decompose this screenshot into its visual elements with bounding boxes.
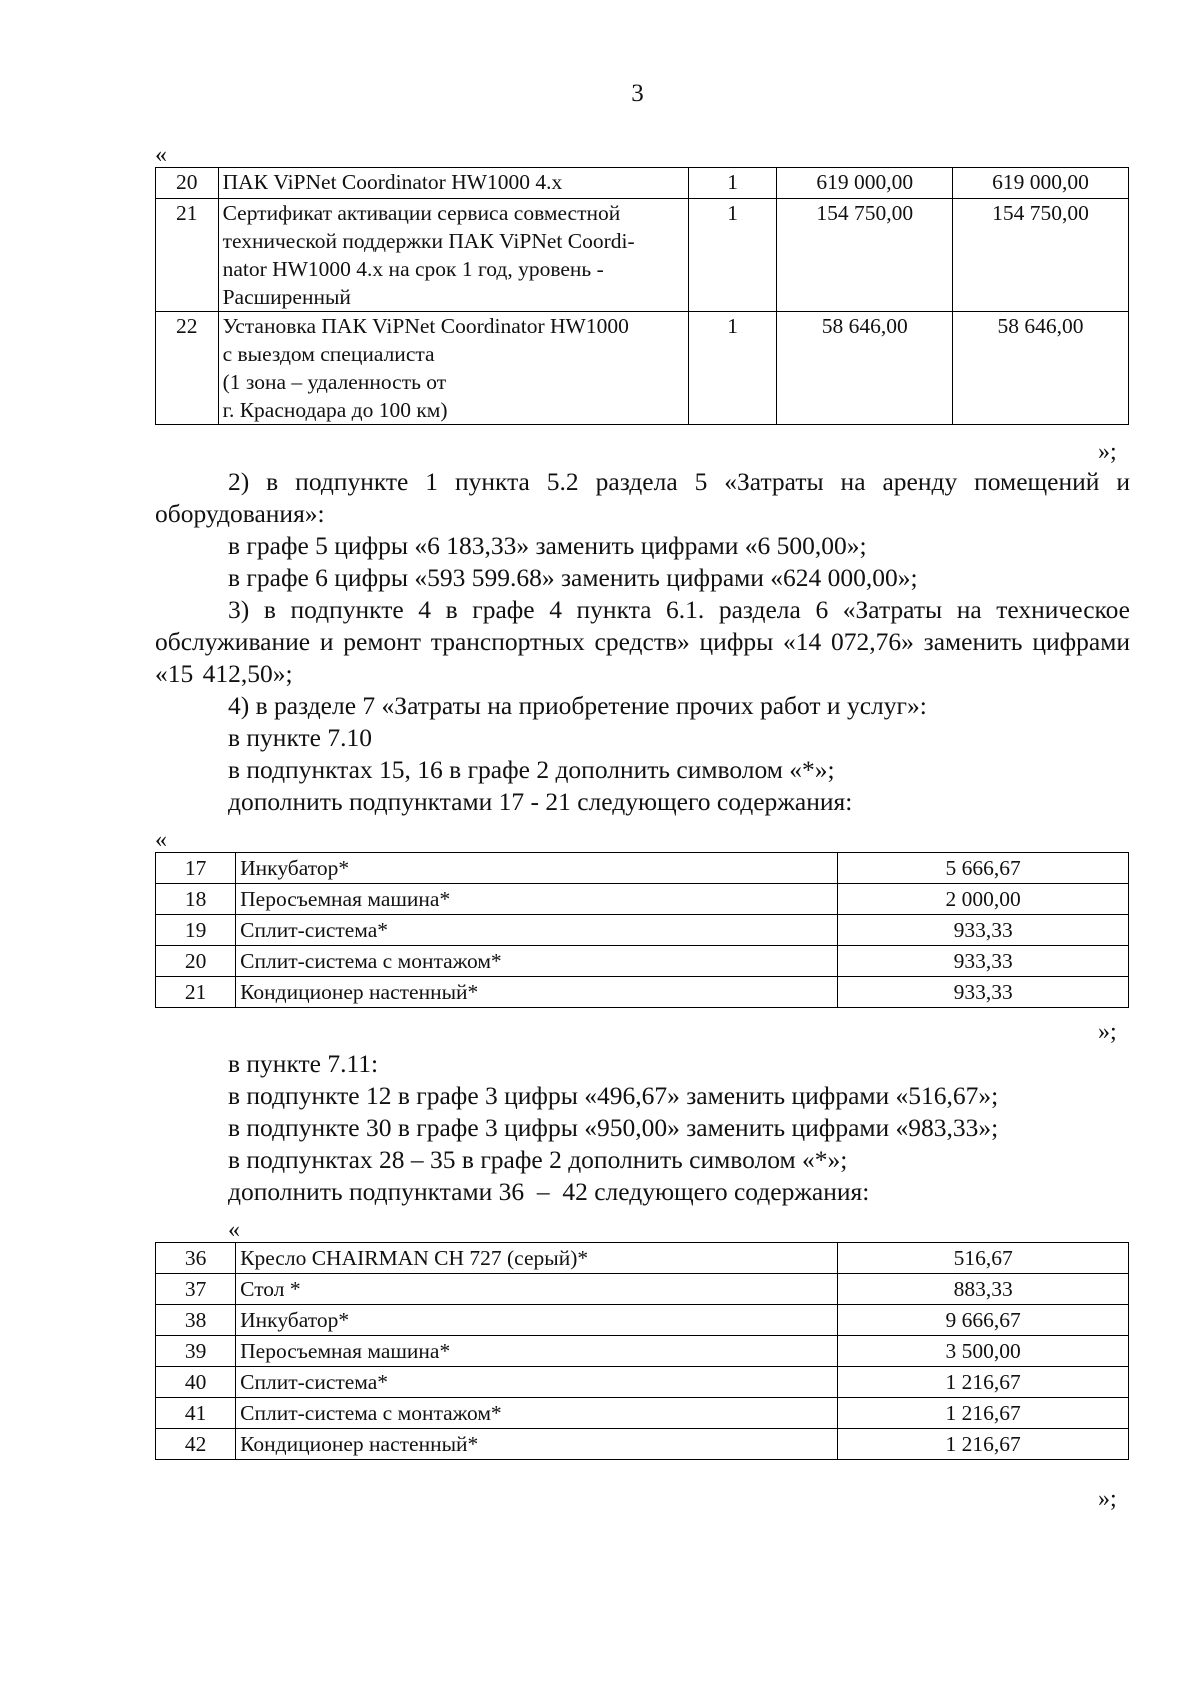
- item-name: Кресло CHAIRMAN CH 727 (серый)*: [236, 1243, 838, 1274]
- paragraph: дополнить подпунктами 17 - 21 следующего содержания:: [228, 787, 853, 816]
- opening-quote: «: [155, 827, 167, 853]
- row-number: 41: [156, 1398, 236, 1429]
- opening-quote: «: [228, 1217, 240, 1243]
- page-number: 3: [631, 80, 644, 107]
- item-name: Кондиционер настенный*: [236, 1429, 838, 1460]
- row-number: 18: [156, 884, 236, 915]
- item-name: Кондиционер настенный*: [236, 977, 838, 1008]
- opening-quote: «: [155, 142, 167, 168]
- item-value: 5 666,67: [838, 853, 1129, 884]
- paragraph: в подпункте 30 в графе 3 цифры «950,00» заменить цифрами «983,33»;: [228, 1113, 999, 1142]
- item-price: 154 750,00: [777, 199, 953, 312]
- paragraph: в подпункте 12 в графе 3 цифры «496,67» заменить цифрами «516,67»;: [228, 1081, 999, 1110]
- item-name: Сплит-система*: [236, 915, 838, 946]
- paragraph: в подпунктах 15, 16 в графе 2 дополнить символом «*»;: [228, 755, 835, 784]
- item-name: ПАК ViPNet Coordinator HW1000 4.x: [218, 168, 688, 199]
- item-name: Сплит-система с монтажом*: [236, 1398, 838, 1429]
- row-number: 38: [156, 1305, 236, 1336]
- item-value: 933,33: [838, 977, 1129, 1008]
- item-name: Стол *: [236, 1274, 838, 1305]
- item-name: Перосъемная машина*: [236, 884, 838, 915]
- table-row: [156, 1243, 1129, 1274]
- amendment-text-block: [155, 466, 1130, 818]
- item-value: 933,33: [838, 915, 1129, 946]
- item-value: 516,67: [838, 1243, 1129, 1274]
- closing-quote: »;: [1098, 1486, 1117, 1512]
- item-value: 1 216,67: [838, 1429, 1129, 1460]
- row-number: 21: [156, 199, 219, 312]
- closing-quote: »;: [1098, 439, 1117, 465]
- item-value: 2 000,00: [838, 884, 1129, 915]
- item-value: 1 216,67: [838, 1398, 1129, 1429]
- row-number: 22: [156, 312, 219, 425]
- paragraph: 4) в разделе 7 «Затраты на приобретение прочих работ и услуг»:: [228, 691, 927, 720]
- equipment-table: [155, 167, 1129, 425]
- row-number: 39: [156, 1336, 236, 1367]
- item-quantity: 1: [689, 312, 777, 425]
- item-value: 883,33: [838, 1274, 1129, 1305]
- table-row: [156, 853, 1129, 884]
- table-row: [156, 199, 1129, 312]
- item-value: 1 216,67: [838, 1367, 1129, 1398]
- closing-quote: »;: [1098, 1019, 1117, 1045]
- paragraph: в графе 6 цифры «593 599.68» заменить цифрами «624 000,00»;: [228, 563, 918, 592]
- row-number: 40: [156, 1367, 236, 1398]
- item-value: 3 500,00: [838, 1336, 1129, 1367]
- paragraph: в пункте 7.10: [228, 723, 372, 752]
- item-name: Инкубатор*: [236, 1305, 838, 1336]
- item-value: 933,33: [838, 946, 1129, 977]
- item-name: Перосъемная машина*: [236, 1336, 838, 1367]
- item-quantity: 1: [689, 199, 777, 312]
- paragraph: в подпунктах 28 – 35 в графе 2 дополнить символом «*»;: [228, 1145, 848, 1174]
- item-name: Инкубатор*: [236, 853, 838, 884]
- paragraph: 3) в подпункте 4 в графе 4 пункта 6.1. раздела 6 «Затраты на техническое обслуживание и ремонт транспортных средств» цифры «14 072,76» заменить цифрами «15 412,50»;: [155, 595, 1130, 688]
- item-name: Сплит-система*: [236, 1367, 838, 1398]
- table-row: [156, 977, 1129, 1008]
- table-row: [156, 1398, 1129, 1429]
- paragraph: в графе 5 цифры «6 183,33» заменить цифрами «6 500,00»;: [228, 531, 867, 560]
- table-row: [156, 1305, 1129, 1336]
- item-total: 619 000,00: [953, 168, 1129, 199]
- row-number: 17: [156, 853, 236, 884]
- table-row: [156, 168, 1129, 199]
- table-row: [156, 915, 1129, 946]
- table-row: [156, 1336, 1129, 1367]
- item-value: 9 666,67: [838, 1305, 1129, 1336]
- item-name: Установка ПАК ViPNet Coordinator HW1000 с выездом специалиста (1 зона – удаленность от г. Краснодара до 100 км): [218, 312, 688, 425]
- paragraph: в пункте 7.11:: [228, 1049, 379, 1078]
- row-number: 20: [156, 168, 219, 199]
- amendment-text-block: [228, 1048, 998, 1208]
- item-quantity: 1: [689, 168, 777, 199]
- table-row: [156, 946, 1129, 977]
- table-row: [156, 312, 1129, 425]
- row-number: 21: [156, 977, 236, 1008]
- item-name: Сертификат активации сервиса совместной технической поддержки ПАК ViPNet Coordi- nator HW1000 4.x на срок 1 год, уровень - Расширенный: [218, 199, 688, 312]
- items-table-7-10: [155, 852, 1129, 1008]
- paragraph: дополнить подпунктами 36 – 42 следующего содержания:: [228, 1177, 870, 1206]
- table-row: [156, 1367, 1129, 1398]
- items-table-7-11: [155, 1242, 1129, 1460]
- row-number: 37: [156, 1274, 236, 1305]
- row-number: 42: [156, 1429, 236, 1460]
- item-name: Сплит-система с монтажом*: [236, 946, 838, 977]
- item-total: 154 750,00: [953, 199, 1129, 312]
- table-row: [156, 884, 1129, 915]
- row-number: 20: [156, 946, 236, 977]
- paragraph: 2) в подпункте 1 пункта 5.2 раздела 5 «Затраты на аренду помещений и оборудования»:: [155, 467, 1130, 528]
- row-number: 36: [156, 1243, 236, 1274]
- row-number: 19: [156, 915, 236, 946]
- item-price: 58 646,00: [777, 312, 953, 425]
- table-row: [156, 1274, 1129, 1305]
- item-total: 58 646,00: [953, 312, 1129, 425]
- table-row: [156, 1429, 1129, 1460]
- item-price: 619 000,00: [777, 168, 953, 199]
